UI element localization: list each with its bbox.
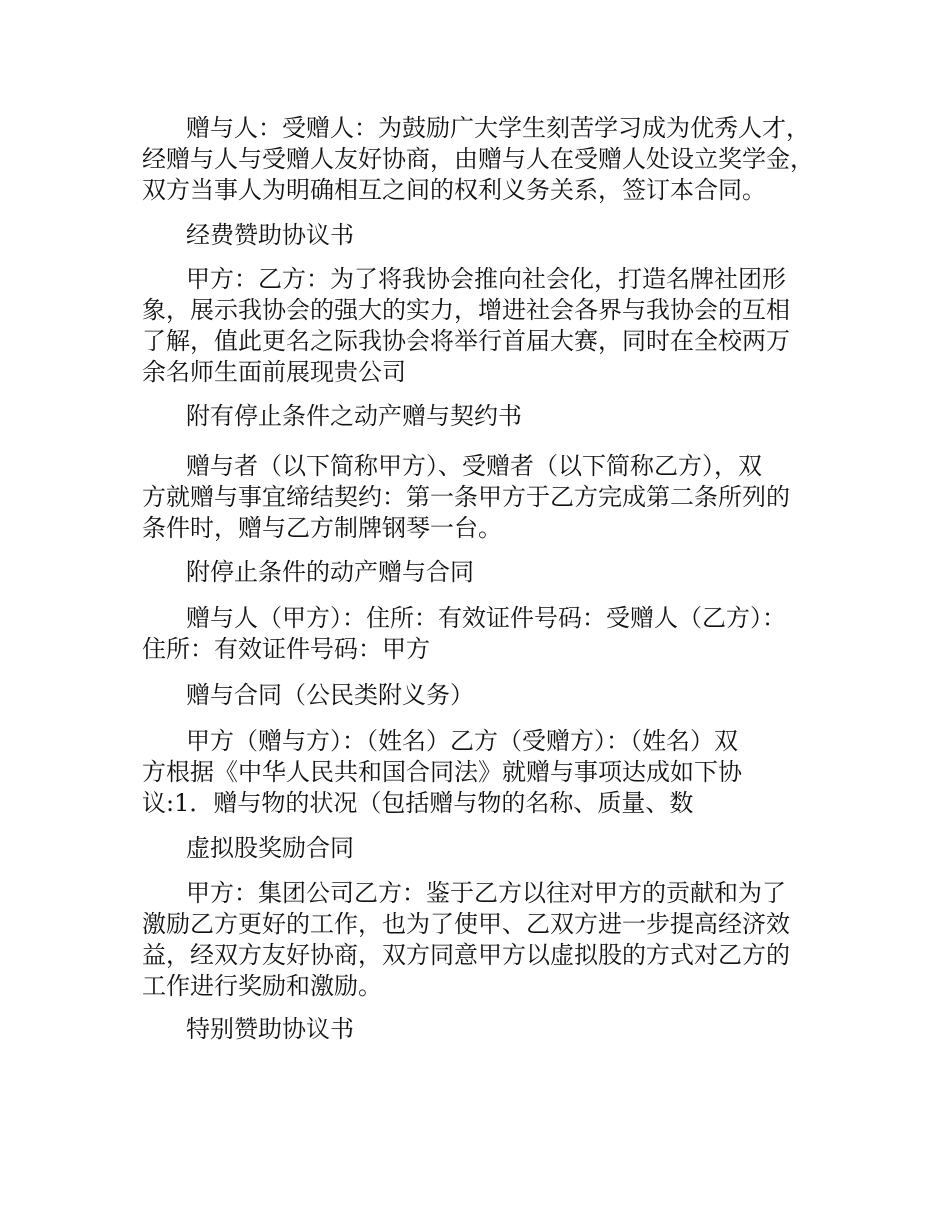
- text-line: 激励乙方更好的工作，也为了使甲、乙双方进一步提高经济效: [142, 910, 790, 938]
- paragraph: [142, 264, 822, 388]
- text-line: 赠与人（甲方）：住所：有效证件号码：受赠人（乙方）：: [186, 604, 786, 632]
- text-line: 议:1．赠与物的状况（包括赠与物的名称、质量、数: [142, 789, 694, 817]
- section-heading: [142, 833, 822, 864]
- text-line: 象，展示我协会的强大的实力，增进社会各界与我协会的互相: [142, 296, 790, 324]
- text-line: 工作进行奖励和激励。: [142, 972, 382, 1000]
- section-heading: [142, 1014, 822, 1045]
- text-line: 赠与者（以下简称甲方）、受赠者（以下简称乙方），双: [186, 452, 762, 480]
- paragraph: [142, 113, 822, 206]
- text-line: 经赠与人与受赠人友好协商，由赠与人在受赠人处设立奖学金，: [142, 145, 814, 173]
- text-line: 余名师生面前展现贵公司: [142, 358, 406, 386]
- text-line: 住所：有效证件号码：甲方: [142, 635, 430, 663]
- section-heading: [142, 220, 822, 251]
- text-line: 经费赞助协议书: [186, 221, 354, 249]
- text-line: 赠与人：受赠人：为鼓励广大学生刻苦学习成为优秀人才，: [186, 114, 810, 142]
- text-line: 甲方（赠与方）：（姓名）乙方（受赠方）：（姓名）双: [186, 727, 738, 755]
- text-line: 附停止条件的动产赠与合同: [186, 558, 474, 586]
- section-heading: [142, 557, 822, 588]
- paragraph: [142, 726, 822, 819]
- text-line: 附有停止条件之动产赠与契约书: [186, 402, 522, 430]
- text-line: 双方当事人为明确相互之间的权利义务关系，签订本合同。: [142, 176, 766, 204]
- text-line: 虚拟股奖励合同: [186, 834, 354, 862]
- paragraph: [142, 451, 822, 544]
- section-heading: [142, 401, 822, 432]
- text-line: 方就赠与事宜缔结契约：第一条甲方于乙方完成第二条所列的: [142, 483, 790, 511]
- text-line: 甲方：集团公司乙方：鉴于乙方以往对甲方的贡献和为了: [186, 879, 786, 907]
- text-line: 方根据《中华人民共和国合同法》就赠与事项达成如下协: [142, 758, 742, 786]
- text-line: 赠与合同（公民类附义务）: [186, 681, 474, 709]
- text-line: 特别赞助协议书: [186, 1015, 354, 1043]
- text-line: 条件时，赠与乙方制牌钢琴一台。: [142, 514, 502, 542]
- paragraph: [142, 603, 822, 665]
- section-heading: [142, 680, 822, 711]
- text-line: 甲方：乙方：为了将我协会推向社会化，打造名牌社团形: [186, 265, 786, 293]
- paragraph: [142, 878, 822, 1002]
- text-line: 了解，值此更名之际我协会将举行首届大赛，同时在全校两万: [142, 327, 790, 355]
- text-line: 益，经双方友好协商，双方同意甲方以虚拟股的方式对乙方的: [142, 941, 790, 969]
